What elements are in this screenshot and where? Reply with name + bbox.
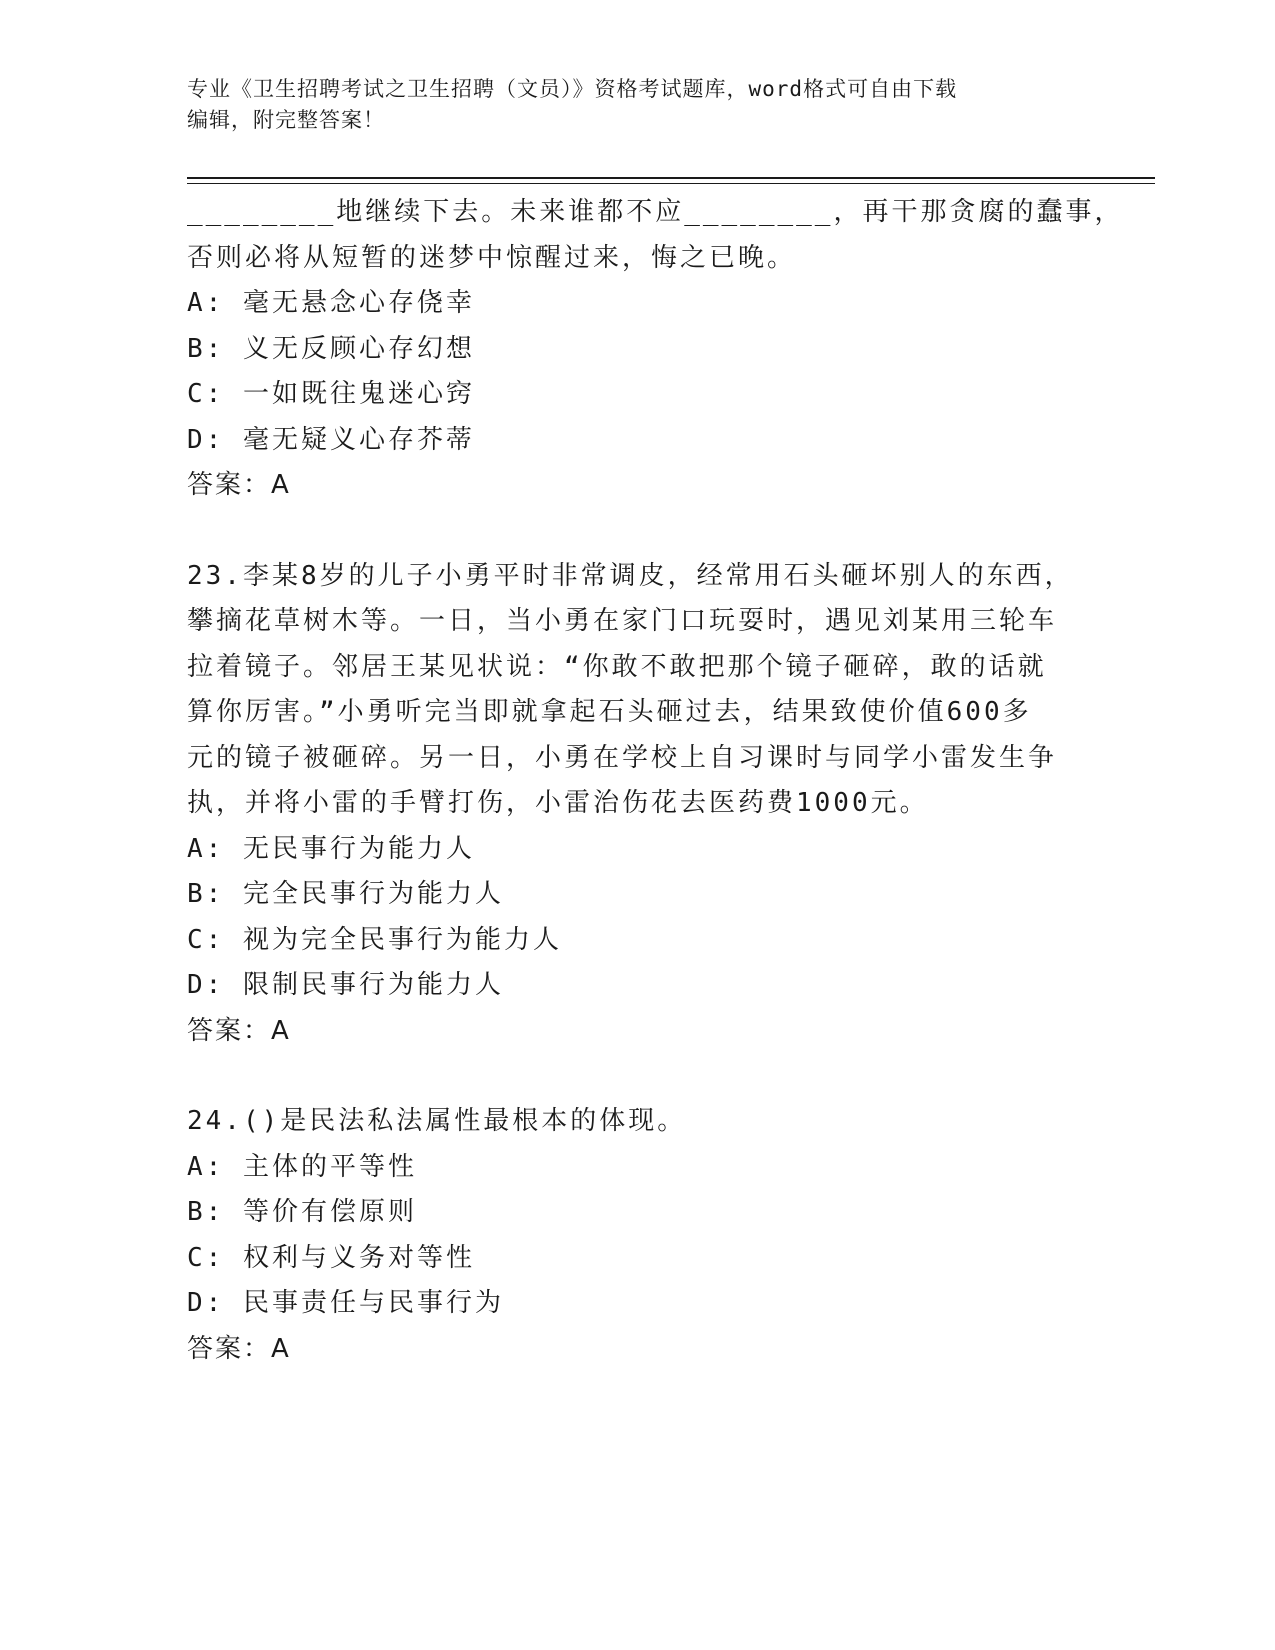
answer-line: 答案：A <box>187 470 291 500</box>
option-a: A: 无民事行为能力人 <box>187 833 475 864</box>
option-c: C: 权利与义务对等性 <box>187 1242 475 1273</box>
question-list <box>187 190 1124 1372</box>
question-stem-line: 算你厉害。”小勇听完当即就拿起石头砸过去，结果致使价值600多 <box>187 697 1032 727</box>
option-d: D: 限制民事行为能力人 <box>187 970 504 1000</box>
answer-line: 答案：A <box>187 1333 291 1364</box>
question-stem-line: 24.()是民法私法属性最根本的体现。 <box>187 1106 687 1136</box>
option-b: B: 义无反顾心存幻想 <box>187 333 475 364</box>
option-d: D: 民事责任与民事行为 <box>187 1288 504 1318</box>
question-stem-line: 执，并将小雷的手臂打伤，小雷治伤花去医药费1000元。 <box>187 788 929 818</box>
question-stem-line: 元的镜子被砸碎。另一日，小勇在学校上自习课时与同学小雷发生争 <box>187 742 1058 773</box>
question-stem-line: 拉着镜子。邻居王某见状说：“你敢不敢把那个镜子砸碎，敢的话就 <box>187 651 1047 682</box>
question-stem-line: 否则必将从短暂的迷梦中惊醒过来，悔之已晚。 <box>187 242 797 273</box>
option-d: D: 毫无疑义心存芥蒂 <box>187 424 475 455</box>
option-a: A: 毫无悬念心存侥幸 <box>187 288 475 318</box>
option-c: C: 视为完全民事行为能力人 <box>187 924 562 955</box>
option-a: A: 主体的平等性 <box>187 1151 417 1182</box>
option-b: B: 完全民事行为能力人 <box>187 879 504 909</box>
question-stem-line: ________地继续下去。未来谁都不应________，再干那贪腐的蠢事， <box>187 197 1124 227</box>
header-line-1: 专业《卫生招聘考试之卫生招聘（文员）》资格考试题库，word格式可自由下载 <box>187 77 958 101</box>
question-block <box>187 554 1087 1055</box>
header-divider-thick <box>187 177 1155 179</box>
question-stem-line: 攀摘花草树木等。一日，当小勇在家门口玩耍时，遇见刘某用三轮车 <box>187 606 1058 636</box>
answer-line: 答案：A <box>187 1015 291 1046</box>
question-stem-line: 23.李某8岁的儿子小勇平时非常调皮，经常用石头砸坏别人的东西， <box>187 560 1074 591</box>
question-block <box>187 190 1124 509</box>
question-block <box>187 1099 1087 1372</box>
option-b: B: 等价有偿原则 <box>187 1197 417 1227</box>
document-header <box>187 74 1087 136</box>
header-line-2: 编辑，附完整答案！ <box>187 108 385 132</box>
header-divider-thin <box>187 183 1155 184</box>
option-c: C: 一如既往鬼迷心窍 <box>187 379 475 409</box>
